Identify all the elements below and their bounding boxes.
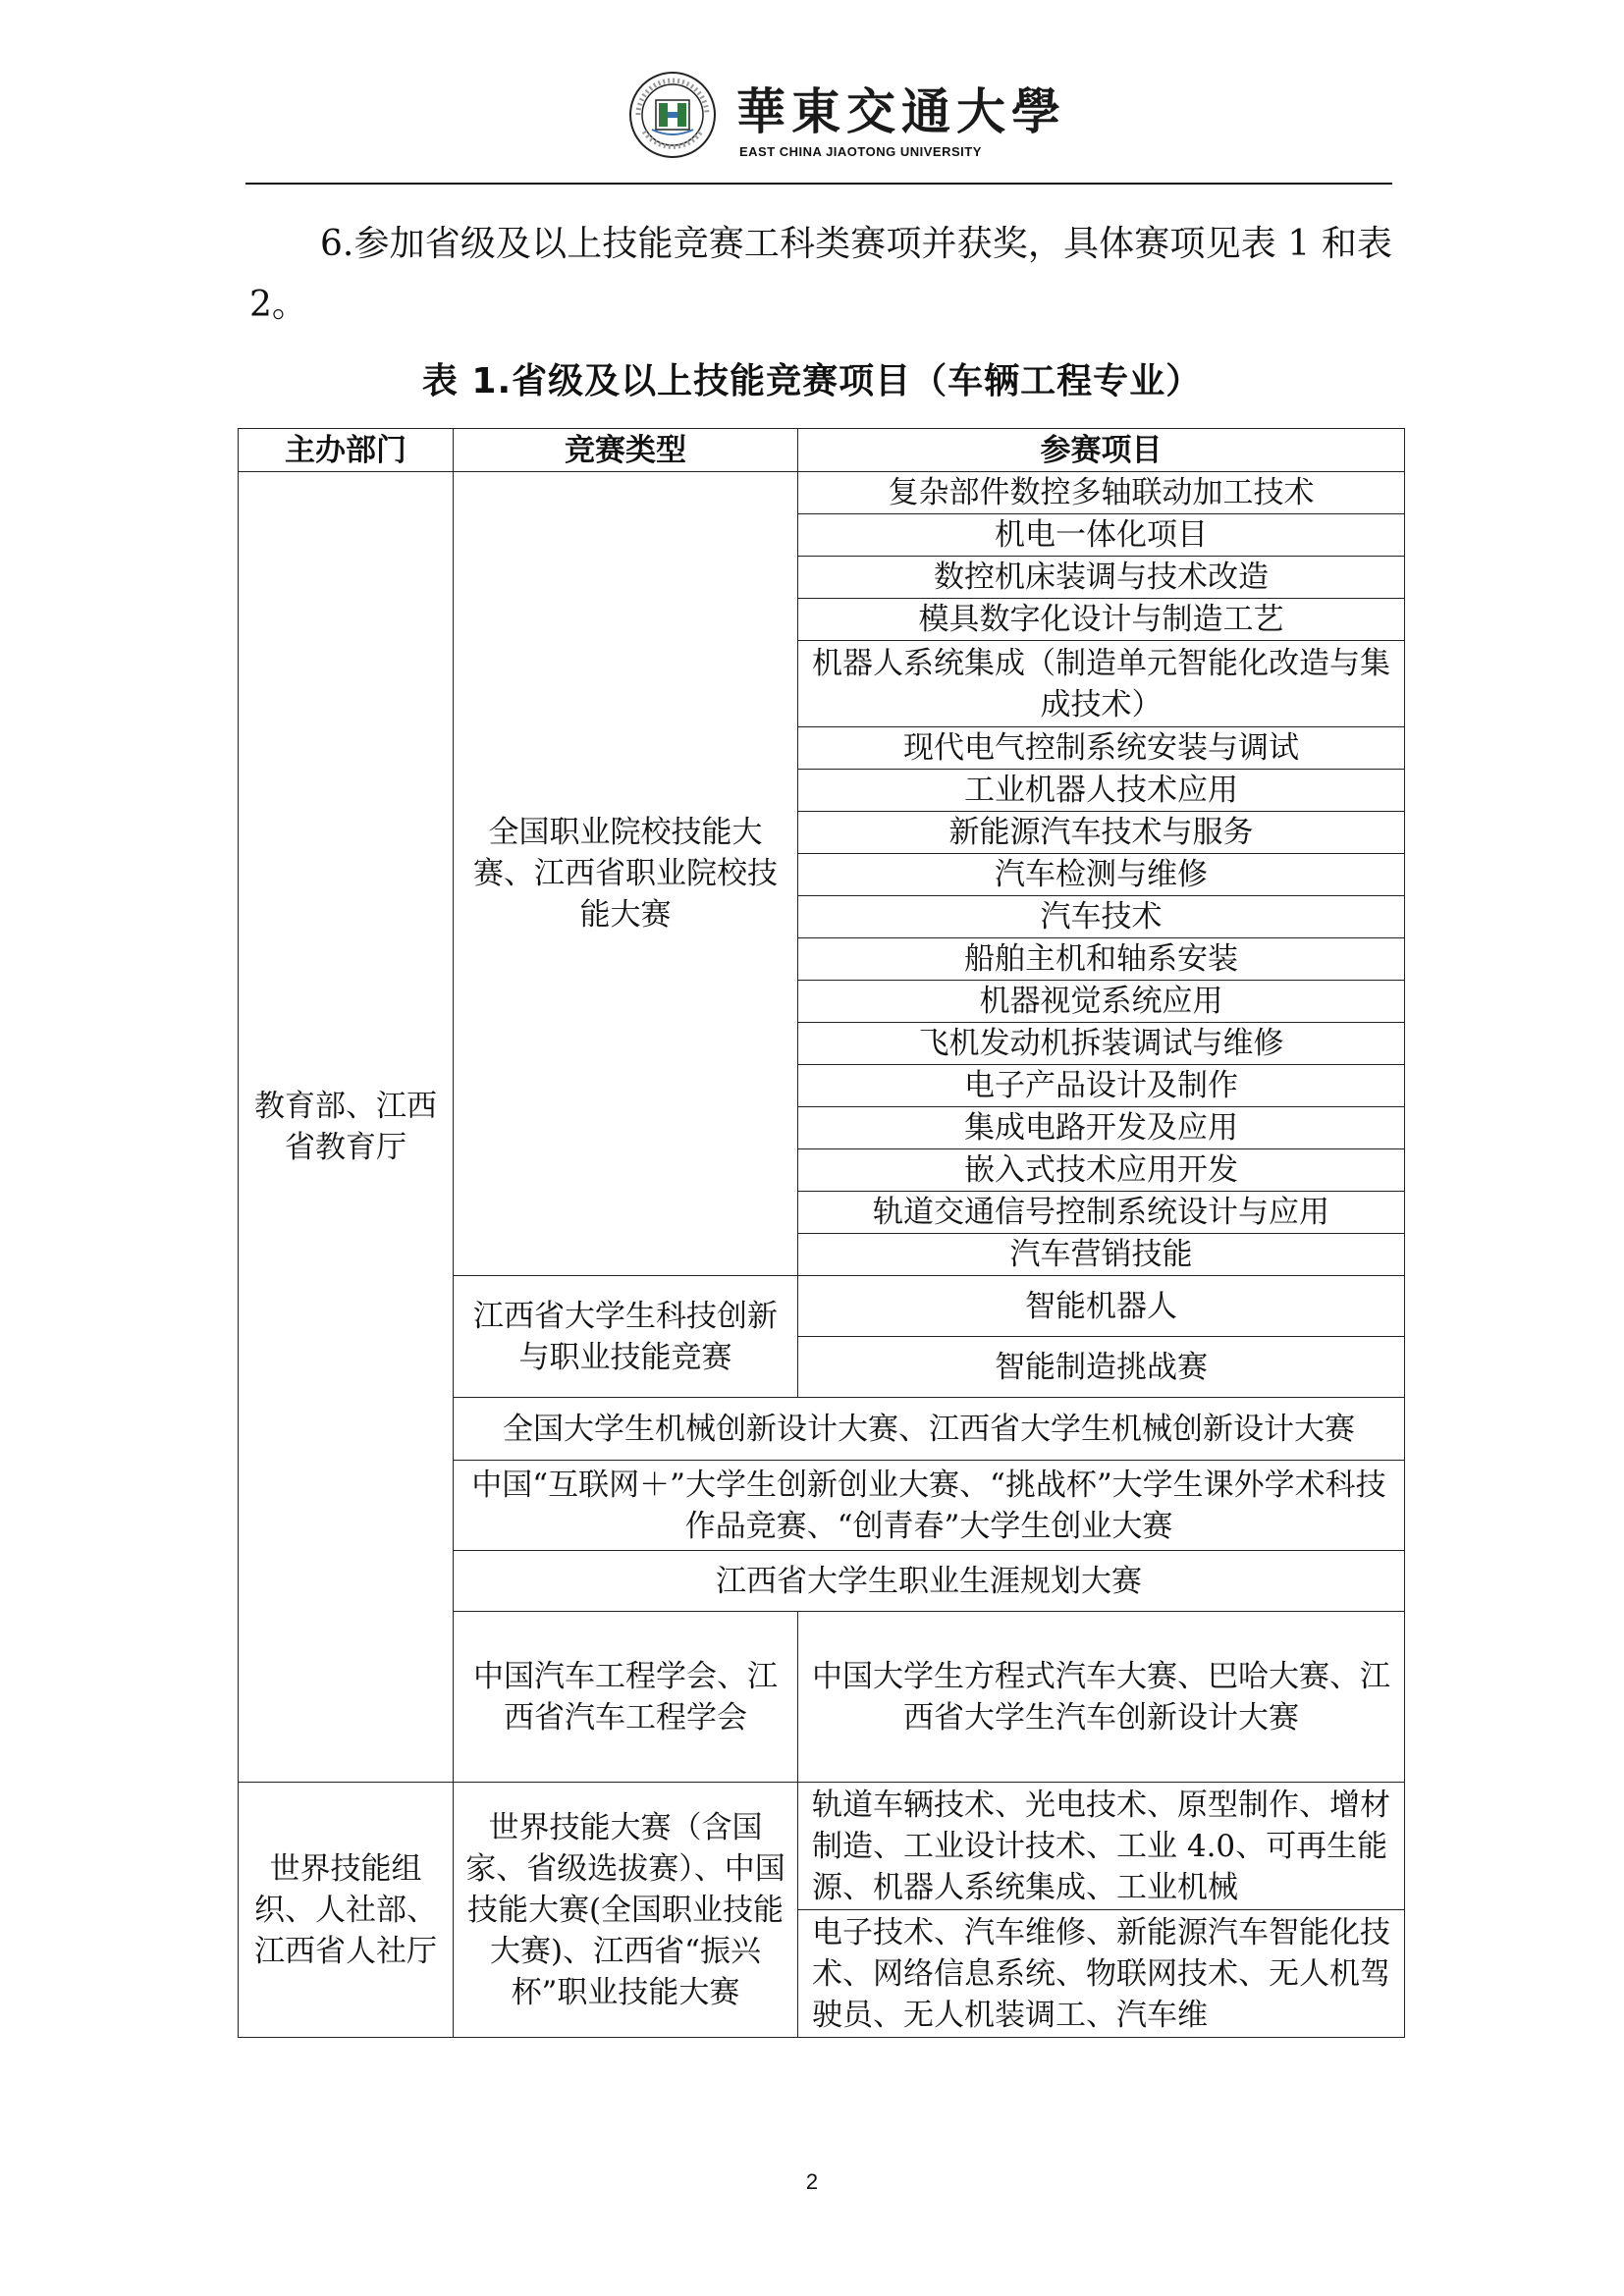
page-header xyxy=(0,51,1624,169)
university-seal-icon xyxy=(628,71,717,159)
item-cell: 轨道交通信号控制系统设计与应用 xyxy=(798,1192,1405,1234)
item-cell: 数控机床装调与技术改造 xyxy=(798,557,1405,599)
item-cell: 集成电路开发及应用 xyxy=(798,1107,1405,1149)
item-cell: 机电一体化项目 xyxy=(798,514,1405,557)
merged-cell: 全国大学生机械创新设计大赛、江西省大学生机械创新设计大赛 xyxy=(454,1398,1405,1461)
university-name-en: EAST CHINA JIAOTONG UNIVERSITY xyxy=(739,144,982,159)
merged-cell: 中国大学生方程式汽车大赛、巴哈大赛、江西省大学生汽车创新设计大赛 xyxy=(798,1612,1405,1783)
table-header-row xyxy=(239,429,1405,472)
table-row xyxy=(239,1783,1405,1910)
item-cell: 飞机发动机拆装调试与维修 xyxy=(798,1023,1405,1065)
merged-cell: 江西省大学生职业生涯规划大赛 xyxy=(454,1551,1405,1612)
item-cell: 现代电气控制系统安装与调试 xyxy=(798,727,1405,770)
table-row xyxy=(239,472,1405,514)
page-number: 2 xyxy=(805,2169,819,2194)
university-logo xyxy=(628,71,1066,179)
header-cell: 竞赛类型 xyxy=(454,429,798,472)
header-cell: 主办部门 xyxy=(239,429,454,472)
item-cell: 新能源汽车技术与服务 xyxy=(798,812,1405,854)
item-cell: 轨道车辆技术、光电技术、原型制作、增材制造、工业设计技术、工业 4.0、可再生能源、机器人系统集成、工业机械 xyxy=(798,1783,1405,1910)
header-divider xyxy=(245,183,1392,185)
item-cell: 船舶主机和轴系安装 xyxy=(798,938,1405,981)
type-cell: 世界技能大赛（含国家、省级选拔赛）、中国技能大赛(全国职业技能大赛)、江西省“振兴杯”职业技能大赛 xyxy=(454,1783,798,2038)
header-cell: 参赛项目 xyxy=(798,429,1405,472)
item-cell: 模具数字化设计与制造工艺 xyxy=(798,599,1405,641)
type-cell: 全国职业院校技能大赛、江西省职业院校技能大赛 xyxy=(454,472,798,1276)
item-cell: 智能机器人 xyxy=(798,1276,1405,1337)
university-name-cn: 華東交通大學 xyxy=(736,82,1066,140)
item-cell: 工业机器人技术应用 xyxy=(798,770,1405,812)
merged-cell: 中国“互联网＋”大学生创新创业大赛、“挑战杯”大学生课外学术科技作品竞赛、“创青春”大学生创业大赛 xyxy=(454,1461,1405,1551)
table-caption: 表 1.省级及以上技能竞赛项目（车辆工程专业） xyxy=(421,361,1203,401)
item-cell: 电子产品设计及制作 xyxy=(798,1065,1405,1107)
dept-cell: 教育部、江西省教育厅 xyxy=(239,472,454,1783)
item-cell: 汽车检测与维修 xyxy=(798,854,1405,896)
dept-cell: 世界技能组织、人社部、江西省人社厅 xyxy=(239,1783,454,2038)
competition-table xyxy=(238,428,1405,2038)
item-cell: 复杂部件数控多轴联动加工技术 xyxy=(798,472,1405,514)
type-cell: 江西省大学生科技创新与职业技能竞赛 xyxy=(454,1276,798,1398)
item-cell: 嵌入式技术应用开发 xyxy=(798,1149,1405,1192)
item-cell: 机器视觉系统应用 xyxy=(798,981,1405,1023)
item-cell: 电子技术、汽车维修、新能源汽车智能化技术、网络信息系统、物联网技术、无人机驾驶员、无人机装调工、汽车维 xyxy=(798,1910,1405,2038)
body-paragraph: 6.参加省级及以上技能竞赛工科类赛项并获奖，具体赛项见表 1 和表 2。 xyxy=(249,224,1392,325)
item-cell: 机器人系统集成（制造单元智能化改造与集成技术） xyxy=(798,641,1405,727)
dept-cell: 中国汽车工程学会、江西省汽车工程学会 xyxy=(454,1612,798,1783)
item-cell: 智能制造挑战赛 xyxy=(798,1337,1405,1398)
item-cell: 汽车营销技能 xyxy=(798,1234,1405,1276)
item-cell: 汽车技术 xyxy=(798,896,1405,938)
